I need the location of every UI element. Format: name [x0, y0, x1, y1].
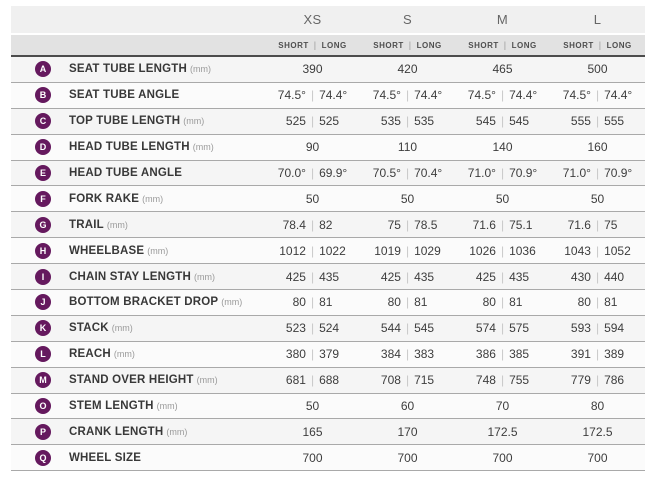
value-short: 593 — [570, 321, 591, 336]
value-single: 500 — [587, 62, 608, 77]
value-short: 71.0° — [562, 166, 591, 180]
value-cell — [455, 347, 550, 361]
short-long-header-row — [11, 33, 645, 57]
value-separator: | — [595, 295, 600, 310]
value-single: 700 — [587, 450, 608, 465]
value-separator: | — [595, 166, 600, 180]
value-separator: | — [405, 114, 410, 129]
value-short: 544 — [380, 321, 401, 336]
value-short: 386 — [475, 347, 496, 362]
row-label-cell — [11, 346, 265, 362]
value-long: 594 — [604, 321, 625, 336]
value-cell — [550, 88, 645, 102]
value-separator: | — [310, 88, 315, 103]
value-cell — [455, 88, 550, 102]
value-long: 575 — [509, 321, 530, 336]
value-long: 435 — [414, 269, 435, 284]
value-short: 430 — [570, 269, 591, 284]
value-long: 74.4° — [509, 88, 538, 103]
value-cell — [550, 373, 645, 387]
row-letter-badge: H — [35, 243, 51, 259]
value-separator: | — [500, 88, 505, 103]
short-label: SHORT — [373, 40, 404, 50]
short-label: SHORT — [278, 40, 309, 50]
value-cell — [550, 321, 645, 335]
row-label-cell — [11, 61, 265, 77]
value-long: 545 — [414, 321, 435, 336]
row-letter-badge: I — [35, 269, 51, 285]
value-long: 435 — [319, 269, 340, 284]
row-label: WHEELBASE (mm) — [69, 244, 169, 257]
subheader-l — [550, 40, 645, 50]
value-single: 420 — [397, 62, 418, 77]
value-short: 380 — [285, 347, 306, 362]
value-cell — [360, 373, 455, 387]
value-single: 160 — [587, 140, 608, 155]
long-label: LONG — [321, 40, 347, 50]
table-row — [11, 83, 645, 109]
value-cell — [265, 114, 360, 128]
value-long: 440 — [604, 269, 625, 284]
value-short: 1012 — [279, 243, 306, 258]
value-single: 700 — [492, 450, 513, 465]
row-label: CHAIN STAY LENGTH (mm) — [69, 270, 216, 283]
value-long: 81 — [604, 295, 618, 310]
value-separator: | — [500, 347, 505, 362]
value-long: 525 — [319, 114, 340, 129]
value-long: 78.5 — [414, 217, 438, 232]
value-cell — [265, 166, 360, 180]
value-short: 74.5° — [562, 88, 591, 103]
value-short: 523 — [285, 321, 306, 336]
value-short: 71.6 — [472, 217, 496, 232]
row-letter-badge: C — [35, 113, 51, 129]
value-cell — [265, 244, 360, 258]
value-short: 75 — [387, 217, 401, 232]
value-single: 90 — [305, 140, 320, 155]
row-label: SEAT TUBE ANGLE — [69, 89, 180, 102]
value-long: 1022 — [319, 243, 346, 258]
geometry-table — [11, 6, 645, 471]
value-separator: | — [595, 243, 600, 258]
long-label: LONG — [511, 40, 537, 50]
value-cell — [360, 270, 455, 284]
value-single: 165 — [302, 424, 323, 439]
value-separator: | — [500, 114, 505, 129]
value-cell — [265, 295, 360, 309]
value-long: 70.4° — [414, 166, 443, 180]
value-long: 435 — [509, 269, 530, 284]
value-separator: | — [405, 243, 410, 258]
row-unit: (mm) — [106, 219, 128, 230]
value-long: 74.4° — [319, 88, 348, 103]
row-letter-badge: F — [35, 191, 51, 207]
value-short: 525 — [285, 114, 306, 129]
value-short: 425 — [285, 269, 306, 284]
value-long: 524 — [319, 321, 340, 336]
row-letter-badge: D — [35, 139, 51, 155]
value-separator: | — [310, 166, 315, 180]
value-separator: | — [500, 166, 505, 180]
value-separator: | — [310, 295, 315, 310]
geometry-rows — [11, 57, 645, 471]
value-short: 384 — [380, 347, 401, 362]
value-cell — [265, 321, 360, 335]
row-unit: (mm) — [113, 349, 135, 360]
value-short: 425 — [475, 269, 496, 284]
size-header-row — [11, 6, 645, 33]
value-short: 80 — [482, 295, 496, 310]
row-label: TOP TUBE LENGTH (mm) — [69, 115, 205, 128]
table-row — [11, 161, 645, 187]
value-long: 74.4° — [604, 88, 633, 103]
row-label-cell — [11, 139, 265, 155]
long-label: LONG — [416, 40, 442, 50]
value-single: 172.5 — [582, 424, 613, 439]
value-long: 82 — [319, 217, 333, 232]
value-long: 385 — [509, 347, 530, 362]
value-single: 465 — [492, 62, 513, 77]
value-single: 50 — [305, 191, 320, 206]
value-cell — [550, 166, 645, 180]
short-label: SHORT — [468, 40, 499, 50]
value-long: 379 — [319, 347, 340, 362]
row-label-cell — [11, 113, 265, 129]
value-short: 71.6 — [567, 217, 591, 232]
row-letter-badge: J — [35, 294, 51, 310]
subheader-xs — [265, 40, 360, 50]
value-separator: | — [310, 114, 315, 129]
row-letter-badge: M — [35, 372, 51, 388]
row-label-cell — [11, 424, 265, 440]
row-label: HEAD TUBE ANGLE — [69, 167, 183, 179]
value-long: 1036 — [509, 243, 536, 258]
value-short: 535 — [380, 114, 401, 129]
value-long: 81 — [509, 295, 523, 310]
row-label-cell — [11, 87, 265, 103]
value-short: 555 — [570, 114, 591, 129]
subheader-separator: | — [503, 40, 507, 50]
value-short: 70.5° — [372, 166, 401, 180]
value-cell — [265, 270, 360, 284]
value-long: 786 — [604, 373, 625, 388]
row-label-cell — [11, 320, 265, 336]
value-cell — [455, 295, 550, 309]
value-long: 688 — [319, 373, 340, 388]
value-long: 555 — [604, 114, 625, 129]
size-header-l: L — [593, 12, 602, 27]
value-long: 1052 — [604, 243, 631, 258]
row-unit: (mm) — [196, 375, 218, 386]
value-short: 74.5° — [467, 88, 496, 103]
table-row — [11, 212, 645, 238]
value-cell — [265, 218, 360, 232]
table-row — [11, 135, 645, 161]
value-separator: | — [405, 373, 410, 388]
table-row — [11, 368, 645, 394]
value-short: 779 — [570, 373, 591, 388]
row-label: STACK (mm) — [69, 322, 133, 335]
row-label-cell — [11, 243, 265, 259]
row-unit: (mm) — [194, 271, 216, 282]
value-separator: | — [500, 321, 505, 336]
value-long: 755 — [509, 373, 530, 388]
row-label: CRANK LENGTH (mm) — [69, 425, 188, 438]
row-label: WHEEL SIZE — [69, 451, 142, 464]
table-row — [11, 316, 645, 342]
value-short: 1026 — [469, 243, 496, 258]
value-cell — [265, 373, 360, 387]
table-row — [11, 264, 645, 290]
value-long: 81 — [414, 295, 428, 310]
row-unit: (mm) — [190, 64, 211, 75]
value-single: 80 — [590, 399, 605, 414]
value-short: 708 — [380, 373, 401, 388]
value-cell — [455, 270, 550, 284]
value-cell — [360, 166, 455, 180]
value-separator: | — [310, 217, 315, 232]
row-unit: (mm) — [192, 142, 214, 153]
value-cell — [455, 244, 550, 258]
value-single: 172.5 — [487, 424, 518, 439]
value-short: 80 — [577, 295, 591, 310]
value-separator: | — [405, 295, 410, 310]
size-header-xs: XS — [303, 12, 322, 27]
value-short: 425 — [380, 269, 401, 284]
value-separator: | — [595, 373, 600, 388]
value-separator: | — [405, 347, 410, 362]
value-cell — [455, 321, 550, 335]
value-cell — [550, 347, 645, 361]
value-long: 389 — [604, 347, 625, 362]
row-label-cell — [11, 191, 265, 207]
row-label: STAND OVER HEIGHT (mm) — [69, 374, 218, 387]
value-long: 75.1 — [509, 217, 533, 232]
value-separator: | — [405, 166, 410, 180]
table-row — [11, 445, 645, 471]
value-single: 50 — [305, 399, 320, 414]
value-single: 70 — [495, 399, 510, 414]
row-unit: (mm) — [142, 193, 164, 204]
value-single: 170 — [397, 424, 418, 439]
value-long: 535 — [414, 114, 435, 129]
value-short: 80 — [292, 295, 306, 310]
row-label: REACH (mm) — [69, 348, 135, 361]
value-cell — [550, 270, 645, 284]
row-unit: (mm) — [183, 116, 205, 127]
short-label: SHORT — [563, 40, 594, 50]
value-long: 383 — [414, 347, 435, 362]
value-separator: | — [500, 269, 505, 284]
table-row — [11, 109, 645, 135]
row-unit: (mm) — [156, 401, 178, 412]
value-long: 74.4° — [414, 88, 443, 103]
value-long: 545 — [509, 114, 530, 129]
long-label: LONG — [606, 40, 632, 50]
value-cell — [455, 114, 550, 128]
value-cell — [360, 88, 455, 102]
value-short: 74.5° — [372, 88, 401, 103]
row-label-cell — [11, 450, 265, 466]
row-letter-badge: Q — [35, 450, 51, 466]
row-label-cell — [11, 398, 265, 414]
value-short: 748 — [475, 373, 496, 388]
value-single: 700 — [397, 450, 418, 465]
value-separator: | — [500, 243, 505, 258]
row-label: BOTTOM BRACKET DROP (mm) — [69, 296, 243, 309]
row-label-cell — [11, 165, 265, 181]
value-separator: | — [405, 269, 410, 284]
value-separator: | — [310, 269, 315, 284]
row-label-cell — [11, 217, 265, 233]
value-single: 140 — [492, 140, 513, 155]
table-row — [11, 57, 645, 83]
value-separator: | — [595, 347, 600, 362]
value-short: 681 — [285, 373, 306, 388]
value-short: 1043 — [564, 243, 591, 258]
size-header-m: M — [496, 12, 509, 27]
row-letter-badge: K — [35, 320, 51, 336]
value-cell — [550, 114, 645, 128]
value-cell — [455, 166, 550, 180]
row-label: FORK RAKE (mm) — [69, 192, 164, 205]
value-separator: | — [405, 88, 410, 103]
value-separator: | — [310, 321, 315, 336]
subheader-separator: | — [598, 40, 602, 50]
value-cell — [360, 244, 455, 258]
value-single: 50 — [590, 191, 605, 206]
value-cell — [360, 321, 455, 335]
value-single: 50 — [400, 191, 415, 206]
table-row — [11, 419, 645, 445]
value-separator: | — [310, 373, 315, 388]
value-cell — [360, 295, 455, 309]
table-row — [11, 238, 645, 264]
row-label: SEAT TUBE LENGTH (mm) — [69, 63, 211, 76]
value-short: 70.0° — [277, 166, 306, 180]
value-cell — [455, 373, 550, 387]
value-single: 390 — [302, 62, 323, 77]
value-cell — [550, 244, 645, 258]
value-cell — [550, 295, 645, 309]
value-cell — [265, 88, 360, 102]
value-short: 1019 — [374, 243, 401, 258]
table-row — [11, 342, 645, 368]
row-letter-badge: O — [35, 398, 51, 414]
value-cell — [360, 347, 455, 361]
subheader-m — [455, 40, 550, 50]
subheader-separator: | — [313, 40, 317, 50]
row-letter-badge: E — [35, 165, 51, 181]
subheader-separator: | — [408, 40, 412, 50]
row-label-cell — [11, 294, 265, 310]
value-separator: | — [595, 217, 600, 232]
row-label: TRAIL (mm) — [69, 218, 128, 231]
value-separator: | — [595, 88, 600, 103]
value-short: 80 — [387, 295, 401, 310]
row-unit: (mm) — [221, 297, 243, 308]
table-row — [11, 290, 645, 316]
row-unit: (mm) — [147, 245, 169, 256]
value-short: 545 — [475, 114, 496, 129]
value-cell — [550, 218, 645, 232]
row-label-cell — [11, 372, 265, 388]
table-row — [11, 394, 645, 420]
row-unit: (mm) — [111, 323, 133, 334]
row-label-cell — [11, 269, 265, 285]
value-separator: | — [595, 269, 600, 284]
value-long: 75 — [604, 217, 618, 232]
value-separator: | — [595, 114, 600, 129]
value-single: 110 — [397, 140, 418, 155]
value-short: 74.5° — [277, 88, 306, 103]
value-cell — [455, 218, 550, 232]
row-letter-badge: B — [35, 87, 51, 103]
row-unit: (mm) — [166, 426, 188, 437]
size-header-s: S — [403, 12, 412, 27]
row-letter-badge: G — [35, 217, 51, 233]
value-separator: | — [310, 243, 315, 258]
value-separator: | — [595, 321, 600, 336]
value-cell — [265, 347, 360, 361]
value-separator: | — [500, 217, 505, 232]
row-label: STEM LENGTH (mm) — [69, 400, 178, 413]
value-short: 78.4 — [282, 217, 306, 232]
value-separator: | — [310, 347, 315, 362]
value-single: 50 — [495, 191, 510, 206]
row-letter-badge: A — [35, 61, 51, 77]
value-short: 574 — [475, 321, 496, 336]
value-cell — [360, 218, 455, 232]
subheader-s — [360, 40, 455, 50]
row-label: HEAD TUBE LENGTH (mm) — [69, 141, 214, 154]
value-long: 715 — [414, 373, 435, 388]
value-long: 1029 — [414, 243, 441, 258]
value-cell — [360, 114, 455, 128]
value-single: 60 — [400, 399, 415, 414]
row-letter-badge: L — [35, 346, 51, 362]
value-separator: | — [405, 321, 410, 336]
value-separator: | — [405, 217, 410, 232]
value-long: 70.9° — [509, 166, 538, 180]
value-long: 69.9° — [319, 166, 348, 180]
value-single: 700 — [302, 450, 323, 465]
value-short: 391 — [570, 347, 591, 362]
row-letter-badge: P — [35, 424, 51, 440]
value-separator: | — [500, 373, 505, 388]
value-separator: | — [500, 295, 505, 310]
value-long: 81 — [319, 295, 333, 310]
value-long: 70.9° — [604, 166, 633, 180]
table-row — [11, 186, 645, 212]
value-short: 71.0° — [467, 166, 496, 180]
